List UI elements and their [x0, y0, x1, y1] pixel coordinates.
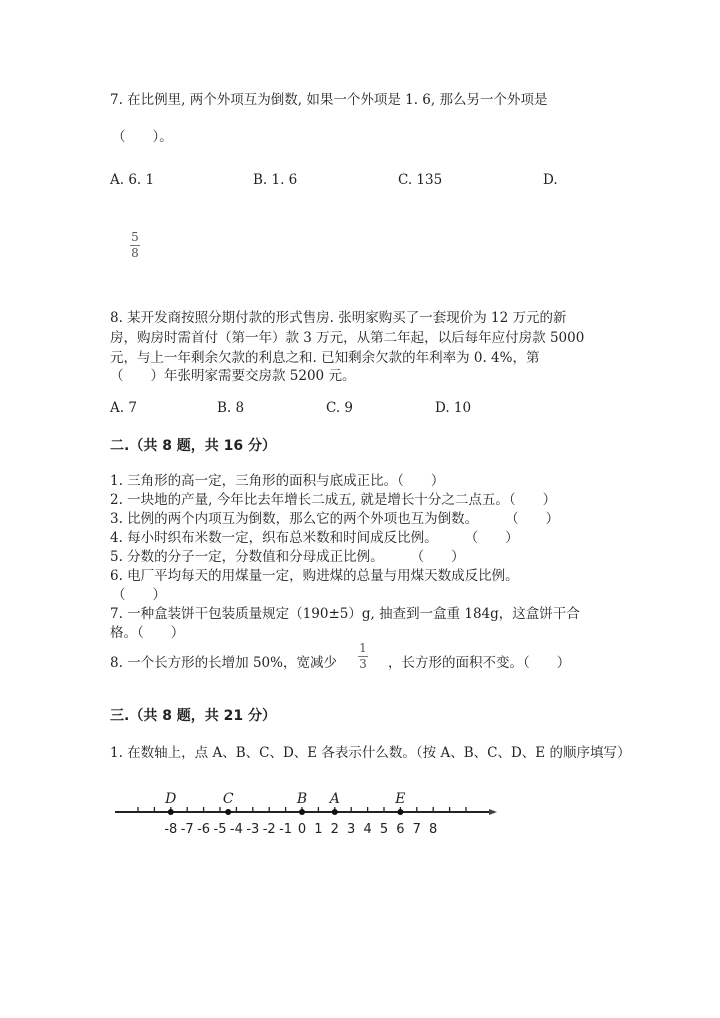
- denominator: 8: [131, 246, 139, 260]
- point-label-D: D: [165, 791, 177, 807]
- numerator: 1: [359, 641, 367, 655]
- s2-item-8-fraction: [358, 642, 368, 671]
- q8-line-2: 房，购房时需首付（第一年）款 3 万元，从第二年起，以后每年应付房款 5000: [110, 330, 585, 346]
- s2-item-4: 4. 每小时织布米数一定，织布总米数和时间成反比例。 （ ）: [110, 530, 519, 546]
- tick-label: 5: [379, 822, 389, 837]
- tick-label: 7: [412, 822, 421, 837]
- tick-label: 8: [429, 822, 438, 837]
- point-B: [299, 809, 305, 815]
- s2-item-5: 5. 分数的分子一定，分数值和分母成正比例。 （ ）: [110, 549, 465, 565]
- point-C: [225, 809, 231, 815]
- tick-label: -3: [246, 822, 260, 837]
- denominator: 3: [359, 657, 367, 671]
- q7-option-d[interactable]: D.: [543, 172, 558, 188]
- q8-line-4: （ ）年张明家需要交房款 5200 元。: [110, 368, 356, 384]
- s2-item-8-after: ，长方形的面积不变。（ ）: [388, 655, 571, 671]
- tick-label: -8: [164, 822, 178, 837]
- s2-item-1: 1. 三角形的高一定，三角形的面积与底成正比。（ ）: [110, 473, 445, 489]
- point-A: [332, 809, 338, 815]
- number-line: [0, 780, 720, 850]
- section-2-title: 二.（共 8 题，共 16 分）: [110, 438, 277, 454]
- q8-option-a[interactable]: A. 7: [110, 400, 137, 416]
- q7-option-a[interactable]: A. 6. 1: [110, 172, 155, 188]
- q8-line-1: 8. 某开发商按照分期付款的形式售房. 张明家购买了一套现价为 12 万元的新: [110, 310, 567, 326]
- s2-item-2: 2. 一块地的产量, 今年比去年增长二成五, 就是增长十分之二点五。（ ）: [110, 492, 557, 508]
- q7-option-d-fraction: [130, 231, 140, 260]
- tick-label: -4: [229, 822, 243, 837]
- s2-item-6-blank[interactable]: （ ）: [112, 587, 166, 603]
- tick-label: 4: [363, 822, 372, 837]
- arrow-head: [489, 809, 497, 815]
- s2-item-8-before: 8. 一个长方形的长增加 50%，宽减少: [110, 655, 337, 671]
- tick-label: 2: [330, 822, 339, 837]
- tick-label: -2: [262, 822, 276, 837]
- tick-label: 1: [314, 822, 323, 837]
- tick-label: -7: [180, 822, 194, 837]
- q7-option-b[interactable]: B. 1. 6: [253, 172, 298, 188]
- tick-label: -5: [213, 822, 227, 837]
- point-label-C: C: [222, 791, 234, 807]
- q8-option-c[interactable]: C. 9: [326, 400, 354, 416]
- tick-label: -6: [197, 822, 211, 837]
- q8-line-3: 元，与上一年剩余欠款的利息之和. 已知剩余欠款的年利率为 0. 4%，第: [110, 350, 540, 366]
- tick-label: 0: [297, 822, 307, 837]
- q7-blank[interactable]: （ ）。: [112, 129, 173, 145]
- s2-item-7: 7. 一种盒装饼干包装质量规定（190±5）g, 抽查到一盒重 184g，这盒饼干合: [110, 606, 580, 622]
- q7-stem: 7. 在比例里, 两个外项互为倒数, 如果一个外项是 1. 6, 那么另一个外项是: [110, 92, 548, 108]
- q7-option-c[interactable]: C. 135: [398, 172, 443, 188]
- s2-item-7-cont: 格。（ ）: [110, 625, 185, 641]
- section-3-title: 三.（共 8 题，共 21 分）: [110, 708, 277, 724]
- point-label-E: E: [395, 791, 406, 807]
- s2-item-3: 3. 比例的两个内项互为倒数，那么它的两个外项也互为倒数。 （ ）: [110, 511, 560, 527]
- q8-option-b[interactable]: B. 8: [217, 400, 245, 416]
- tick-label: 3: [347, 822, 356, 837]
- tick-label: 6: [396, 822, 405, 837]
- tick-label: -1: [279, 822, 293, 837]
- numerator: 5: [131, 230, 139, 244]
- q8-option-d[interactable]: D. 10: [435, 400, 472, 416]
- s3-q1: 1. 在数轴上，点 A、B、C、D、E 各表示什么数。（按 A、B、C、D、E 的顺序填写）: [110, 745, 631, 761]
- point-D: [168, 809, 174, 815]
- point-E: [397, 809, 403, 815]
- point-label-A: A: [329, 791, 340, 807]
- s2-item-6: 6. 电厂平均每天的用煤量一定，购进煤的总量与用煤天数成反比例。: [110, 568, 519, 584]
- point-label-B: B: [296, 791, 308, 807]
